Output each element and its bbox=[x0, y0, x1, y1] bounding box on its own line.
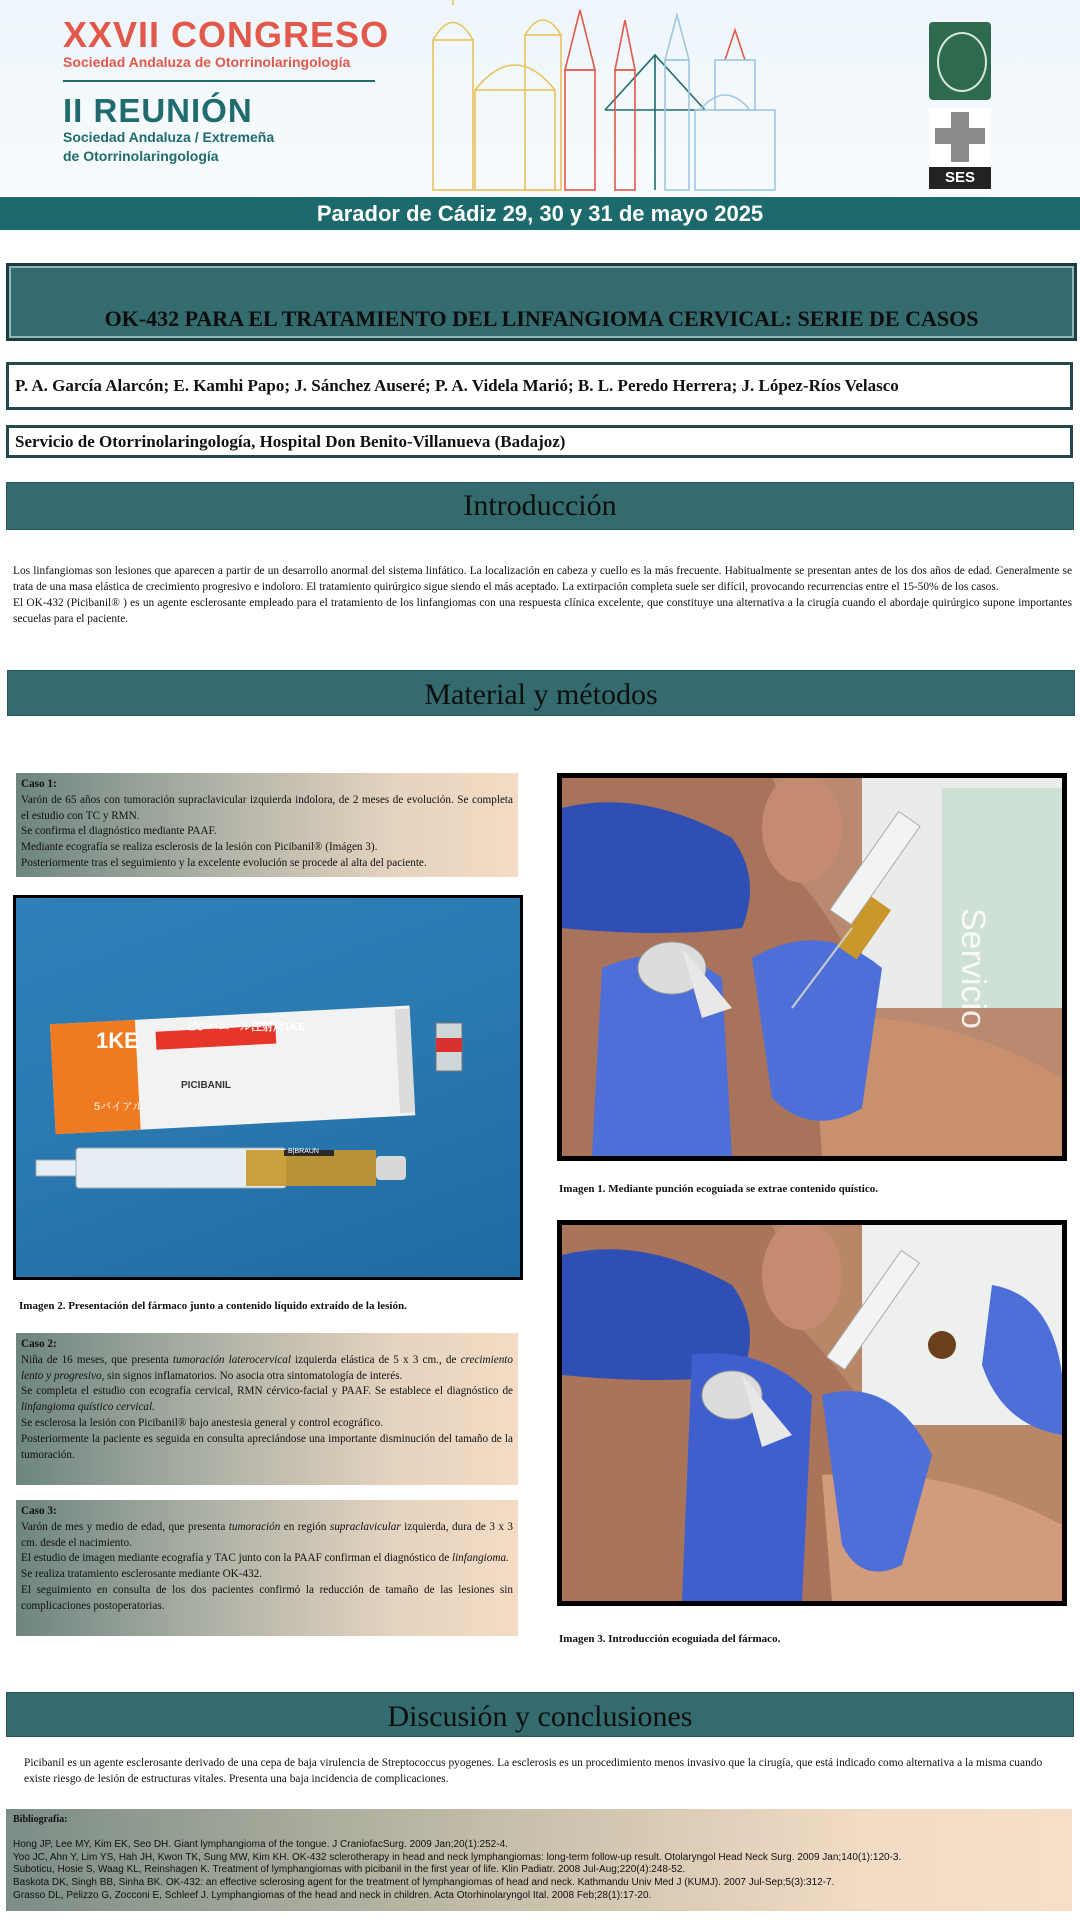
drug-box-small-label: 5バイアル bbox=[94, 1101, 144, 1113]
case-2-line-1: Niña de 16 meses, que presenta tumoración laterocervical izquierda elástica de 5 x 3 cm., de crecimiento lento y progresivo, sin signos inflamatorios. No asocia otra sintomatología de interés. bbox=[21, 1353, 513, 1382]
case-2-line-3: Se esclerosa la lesión con Picibanil® bajo anestesia general y control ecográfico. bbox=[21, 1416, 384, 1429]
meeting-subtitle-1: Sociedad Andaluza / Extremeña bbox=[63, 129, 275, 145]
meeting-subtitle-2: de Otorrinolaringología bbox=[63, 148, 219, 164]
image-3-photo bbox=[557, 1220, 1067, 1606]
ses-cross-icon bbox=[929, 108, 991, 166]
drug-and-syringe-illustration bbox=[16, 898, 520, 1277]
case-3-line-1: Varón de mes y medio de edad, que presenta tumoración en región supraclavicular izquierda, dura de 3 x 3 cm. desde el nacimiento. bbox=[21, 1520, 514, 1549]
image-3-caption: Imagen 3. Introducción ecoguiada del fármaco. bbox=[559, 1633, 781, 1645]
bibliography-ref: Grasso DL, Pelizzo G, Zocconi E, Schleef J. Lymphangiomas of the head and neck in children. Acta Otorhinolaryngol Ital. 2008 Feb;28(1):17-20. bbox=[13, 1889, 652, 1901]
drug-box-brand: PICIBANIL bbox=[181, 1080, 231, 1091]
venue-date-band: Parador de Cádiz 29, 30 y 31 de mayo 2025 bbox=[0, 197, 1080, 230]
society-seal-logo bbox=[929, 22, 991, 100]
authors-box bbox=[6, 362, 1073, 410]
ses-logo-text: SES bbox=[929, 167, 991, 189]
case-2-box bbox=[16, 1333, 518, 1485]
syringe-brand: B|BRAUN bbox=[288, 1148, 319, 1155]
affiliation-box bbox=[6, 425, 1073, 458]
intro-paragraph: El OK-432 (Picibanil® ) es un agente esclerosante empleado para el tratamiento de los linfangiomas con una respuesta clínica excelente, que constituye una alternativa a la cirugía cuando el abordaje quirúrgico supone importantes secuelas para el paciente. bbox=[13, 597, 1072, 625]
intro-paragraph: Los linfangiomas son lesiones que aparecen a partir de un desarrollo anormal del sistema linfático. La localización en cabeza y cuello es la más frecuente. Habitualmente se presentan antes de los dos años de edad. Generalmente se trata de una masa elástica de crecimiento progresivo e indoloro. El tratamiento quirúrgico sigue siendo el más aceptado. La extirpación completa suele ser difícil, provocando recurrencias entre el 15-50% de los casos. bbox=[13, 565, 1072, 593]
image-1-photo bbox=[557, 773, 1067, 1161]
image-2-photo bbox=[13, 895, 523, 1280]
section-header-introduction: Introducción bbox=[6, 482, 1074, 530]
cadiz-skyline-illustration bbox=[415, 0, 795, 200]
congress-title: XXVII CONGRESO bbox=[63, 14, 390, 55]
section-header-methods: Material y métodos bbox=[7, 670, 1075, 716]
bibliography-ref: Baskota DK, Singh BB, Sinha BK. OK-432: an effective sclerosing agent for the treatment of lymphangiomas of head and neck. Kathmandu Univ Med J (KUMJ). 2007 Jul-Sep;5(3):312-7. bbox=[13, 1877, 835, 1889]
section-header-discussion: Discusión y conclusiones bbox=[6, 1692, 1074, 1737]
case-3-line-4: El seguimiento en consulta de los dos pacientes confirmó la reducción de tamaño de las lesiones sin complicaciones postoperatorias. bbox=[21, 1583, 513, 1612]
bibliography-ref: Yoo JC, Ahn Y, Lim YS, Hah JH, Kwon TK, Sung MW, Kim KH. OK-432 sclerotherapy in head and neck lymphangiomas: long-term follow-up result. Otolaryngol Head Neck Surg. 2009 Jan;140(1):120-3. bbox=[13, 1851, 902, 1863]
case-3-box bbox=[16, 1500, 518, 1636]
servicio-watermark: Servicio bbox=[954, 908, 992, 1029]
header-divider bbox=[63, 80, 375, 82]
bibliography-ref: Hong JP, Lee MY, Kim EK, Seo DH. Giant lymphangioma of the tongue. J CraniofacSurg. 2009 Jan;20(1):252-4. bbox=[13, 1838, 508, 1850]
case-1-title: Caso 1: bbox=[21, 778, 57, 790]
drug-box-label: 1KE bbox=[96, 1028, 139, 1053]
image-2-caption: Imagen 2. Presentación del fármaco junto a contenido líquido extraído de la lesión. bbox=[19, 1300, 407, 1312]
authors: P. A. García Alarcón; E. Kamhi Papo; J. Sánchez Auseré; P. A. Videla Marió; B. L. Peredo Herrera; J. López-Ríos Velasco bbox=[15, 376, 899, 395]
case-2-title: Caso 2: bbox=[21, 1338, 57, 1350]
ses-logo bbox=[929, 108, 991, 193]
bibliography-ref: Suboticu, Hosie S, Waag KL, Reinshagen K. Treatment of lymphangiomas with picibanil in the first year of life. Klin Padiatr. 2008 Jul-Aug;220(4):248-52. bbox=[13, 1864, 686, 1876]
case-2-line-2: Se completa el estudio con ecografía cervical, RMN cérvico-facial y PAAF. Se establece el diagnóstico de linfangioma quístico cervical. bbox=[21, 1385, 513, 1414]
case-3-title: Caso 3: bbox=[21, 1505, 57, 1517]
congress-subtitle: Sociedad Andaluza de Otorrinolaringología bbox=[63, 54, 351, 70]
case-2-line-4: Posteriormente la paciente es seguida en consulta apreciándose una importante disminución del tamaño de la tumoración. bbox=[21, 1432, 513, 1461]
case-1-text: Varón de 65 años con tumoración supraclavicular izquierda indolora, de 2 meses de evolución. Se completa el estudio con TC y RMN. Se confirma el diagnóstico mediante PAAF. Mediante ecografía se realiza esclerosis de la lesión con Picibanil® (Imágen 3). Posteriormente tras el seguimiento y la excelente evolución se procede al alta del paciente. bbox=[21, 793, 513, 869]
conference-banner bbox=[0, 0, 1080, 200]
bibliography-title: Bibliografía: bbox=[13, 1814, 68, 1825]
bibliography-box bbox=[6, 1809, 1072, 1911]
drug-box-red-label: ピシバニール注射用1KE bbox=[186, 1021, 306, 1033]
case-3-line-2: El estudio de imagen mediante ecografía y TAC junto con la PAAF confirman el diagnóstico de linfangioma. bbox=[21, 1552, 509, 1565]
poster-title: OK-432 PARA EL TRATAMIENTO DEL LINFANGIOMA CERVICAL: SERIE DE CASOS bbox=[104, 306, 979, 331]
image-1-caption: Imagen 1. Mediante punción ecoguiada se extrae contenido quístico. bbox=[559, 1183, 878, 1195]
discussion-text: Picibanil es un agente esclerosante derivado de una cepa de baja virulencia de Streptococcus pyogenes. La esclerosis es un procedimiento menos invasivo que la cirugía, que está indicado como alternativa a la misma cuando existe riesgo de lesión de estructuras vitales. Presenta una baja incidencia de complicaciones. bbox=[24, 1757, 1043, 1785]
introduction-text bbox=[13, 563, 1072, 627]
poster-title-box bbox=[6, 263, 1077, 341]
affiliation: Servicio de Otorrinolaringología, Hospital Don Benito-Villanueva (Badajoz) bbox=[15, 432, 566, 451]
meeting-title: II REUNIÓN bbox=[63, 92, 253, 129]
case-3-line-3: Se realiza tratamiento esclerosante mediante OK-432. bbox=[21, 1568, 263, 1581]
ultrasound-injection-illustration bbox=[562, 1225, 1062, 1601]
case-1-box bbox=[16, 773, 518, 877]
